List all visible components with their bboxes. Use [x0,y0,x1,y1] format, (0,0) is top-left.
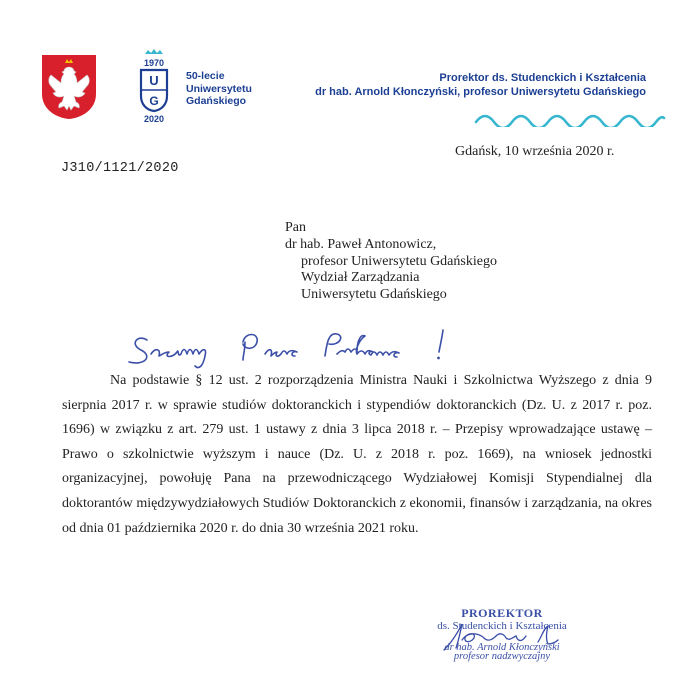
university-logo [136,44,172,124]
letterhead [315,71,646,99]
addressee-block [285,220,497,304]
letterhead-person: dr hab. Arnold Kłonczyński, profesor Uniwersytetu Gdańskiego [315,86,646,98]
logo-letter-u: U [149,73,159,88]
anniversary-text [186,70,252,108]
letter-date: Gdańsk, 10 września 2020 r. [455,144,615,159]
anniversary-line: 50-lecie [186,70,225,82]
addressee-title: Pan [285,220,306,235]
addressee-name: dr hab. Paweł Antonowicz, [285,236,437,252]
handwritten-signature [440,620,580,654]
handwritten-greeting [125,320,475,370]
anniversary-line: Uniwersytetu [186,82,252,95]
polish-eagle-emblem [41,54,97,120]
anniversary-line: Gdańskiego [186,95,247,107]
logo-year-end: 2020 [143,114,165,124]
stamp-name: dr hab. Arnold Kłonczyński [444,642,560,653]
reference-number: J310/1121/2020 [61,161,179,176]
addressee-faculty: Wydział Zarządzania [301,270,420,286]
letterhead-office: Prorektor ds. Studenckich i Kształcenia [439,72,646,84]
logo-letter-g: G [149,94,159,108]
decorative-wave [474,113,670,127]
stamp-role: profesor nadzwyczajny [453,651,551,662]
stamp-department: ds. Studenckich i Kształcenia [437,620,567,632]
addressee-university: Uniwersytetu Gdańskiego [301,287,447,303]
addressee-position: profesor Uniwersytetu Gdańskiego [301,253,497,269]
logo-year-start: 1970 [143,58,165,68]
letter-body: Na podstawie § 12 ust. 2 rozporządzenia Ministra Nauki i Szkolnictwa Wyższego z dnia 9 sierpnia 2017 r. w sprawie studiów doktoranckich i stypendiów doktoranckich (Dz. U. z 2017 r. poz. 1696) w związku z art. 279 ust. 1 ustawy z dnia 3 lipca 2018 r. – Przepisy wprowadzające ustawę – Prawo o szkolnictwie wyższym i nauce (Dz. U. z 2018 r. poz. 1669), na wniosek jednostki organizacyjnej, powołuję Pana na przewodniczącego Wydziałowej Komisji Stypendialnej dla doktorantów międzywydziałowych Studiów Doktoranckich z ekonomii, finansów i zarządzania, na okres od dnia 01 października 2020 r. do dnia 30 września 2021 roku. [62,373,652,536]
stamp-title: PROREKTOR [461,606,543,620]
